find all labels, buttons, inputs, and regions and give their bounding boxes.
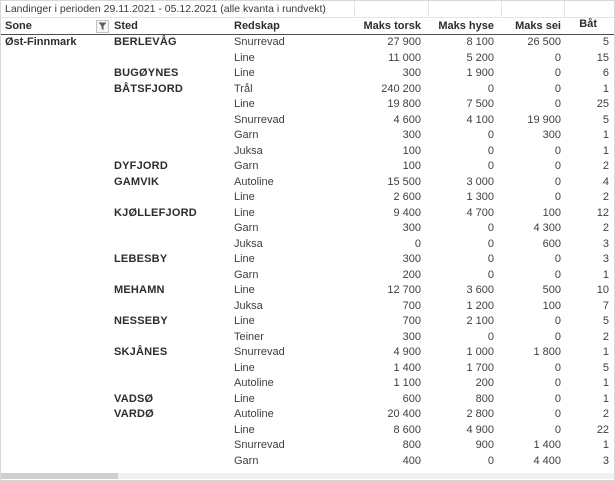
cell-maks-torsk: 8 600: [393, 423, 421, 436]
cell-sted: BÅTSFJORD: [114, 82, 184, 95]
column-header-row: [1, 18, 614, 35]
cell-maks-torsk: 12 700: [387, 284, 421, 296]
cell-sted: VARDØ: [114, 408, 154, 420]
cell-redskap: Autoline: [234, 377, 274, 389]
cell-maks-sei: 1 400: [533, 439, 561, 451]
table-row[interactable]: [1, 237, 614, 253]
cell-maks-torsk: 0: [414, 237, 421, 250]
cell-redskap: Line: [234, 253, 255, 265]
cell-redskap: Line: [234, 98, 255, 110]
cell-maks-sei: 0: [554, 191, 561, 203]
column-header-maks-sei[interactable]: Maks sei: [515, 20, 561, 32]
cell-sone: [1, 128, 111, 144]
cell-sted: VADSØ: [114, 392, 154, 405]
cell-maks-torsk: 4 900: [393, 346, 421, 358]
cell-sone: [1, 299, 111, 315]
cell-sted: [111, 144, 231, 160]
table-row[interactable]: [1, 454, 614, 470]
cell-maks-torsk: 700: [402, 315, 421, 327]
cell-sone: [1, 423, 111, 439]
cell-maks-sei: 0: [554, 392, 561, 405]
cell-redskap: Snurrevad: [234, 346, 285, 358]
cell-baat: 1: [602, 346, 609, 358]
cell-redskap: Line: [234, 284, 255, 296]
cell-sted: SKJÅNES: [114, 346, 168, 358]
cell-redskap: Snurrevad: [234, 439, 285, 451]
cell-redskap: Line: [234, 423, 255, 436]
table-row[interactable]: [1, 221, 614, 237]
table-row[interactable]: [1, 361, 614, 377]
cell-maks-hyse: 1 900: [466, 67, 494, 79]
table-row[interactable]: [1, 144, 614, 160]
cell-maks-sei: 0: [554, 98, 561, 110]
cell-sted: NESSEBY: [114, 315, 168, 327]
cell-redskap: Garn: [234, 222, 259, 234]
table-row[interactable]: [1, 330, 614, 346]
table-row[interactable]: [1, 252, 614, 268]
column-header-sted[interactable]: Sted: [114, 20, 138, 32]
cell-baat: 7: [602, 299, 609, 312]
cell-sted: [111, 97, 231, 113]
cell-redskap: Line: [234, 51, 255, 64]
table-row[interactable]: [1, 97, 614, 113]
cell-maks-sei: 0: [554, 408, 561, 420]
table-row[interactable]: [1, 82, 614, 98]
cell-maks-sei: 0: [554, 361, 561, 374]
table-body: [1, 35, 614, 469]
column-header-baat[interactable]: Båt: [579, 18, 597, 30]
cell-sone: Øst-Finnmark: [5, 36, 77, 48]
cell-redskap: Snurrevad: [234, 113, 285, 126]
cell-maks-torsk: 300: [402, 330, 421, 343]
cell-sone: [1, 97, 111, 113]
cell-redskap: Snurrevad: [234, 36, 285, 48]
cell-redskap: Autoline: [234, 175, 274, 188]
cell-maks-hyse: 4 100: [466, 113, 494, 126]
cell-redskap: Line: [234, 315, 255, 327]
cell-maks-sei: 0: [554, 315, 561, 327]
cell-sted: BERLEVÅG: [114, 36, 177, 48]
cell-sone: [1, 407, 111, 423]
title-spacer-cell-torsk: [354, 1, 428, 17]
cell-redskap: Line: [234, 392, 255, 405]
cell-maks-torsk: 9 400: [393, 206, 421, 219]
cell-redskap: Garn: [234, 129, 259, 141]
horizontal-scrollbar-thumb[interactable]: [1, 473, 118, 479]
title-spacer-cell-sei: [501, 1, 564, 17]
cell-sone: [1, 392, 111, 408]
cell-maks-hyse: 1 200: [466, 299, 494, 312]
cell-maks-torsk: 100: [402, 144, 421, 157]
cell-redskap: Garn: [234, 454, 259, 467]
cell-sted: BUGØYNES: [114, 67, 179, 79]
cell-maks-hyse: 900: [475, 439, 494, 451]
cell-redskap: Juksa: [234, 237, 263, 250]
cell-maks-torsk: 11 000: [388, 51, 421, 64]
cell-maks-hyse: 0: [487, 253, 494, 265]
cell-maks-torsk: 700: [402, 299, 421, 312]
cell-maks-hyse: 4 900: [466, 423, 494, 436]
table-row[interactable]: [1, 423, 614, 439]
cell-maks-hyse: 200: [475, 377, 494, 389]
table-row[interactable]: [1, 283, 614, 299]
cell-baat: 15: [596, 51, 609, 64]
cell-sted: [111, 361, 231, 377]
cell-maks-sei: 1 800: [533, 346, 561, 358]
column-header-redskap[interactable]: Redskap: [234, 20, 280, 32]
cell-redskap: Line: [234, 206, 255, 219]
cell-maks-hyse: 0: [487, 144, 494, 157]
cell-sted: [111, 299, 231, 315]
cell-maks-sei: 0: [554, 423, 561, 436]
cell-redskap: Line: [234, 67, 255, 79]
table-row[interactable]: [1, 51, 614, 67]
cell-sone: [1, 113, 111, 129]
cell-maks-torsk: 300: [402, 222, 421, 234]
column-header-maks-hyse[interactable]: Maks hyse: [438, 20, 494, 32]
cell-sted: KJØLLEFJORD: [114, 206, 197, 219]
cell-sted: [111, 51, 231, 67]
filter-icon[interactable]: [96, 20, 109, 33]
cell-maks-hyse: 0: [487, 222, 494, 234]
cell-sone: [1, 376, 111, 392]
cell-baat: 1: [602, 144, 609, 157]
title-spacer-cell-hyse: [428, 1, 501, 17]
cell-maks-sei: 0: [554, 268, 561, 281]
cell-sone: [1, 345, 111, 361]
cell-maks-torsk: 2 600: [393, 191, 421, 203]
cell-maks-hyse: 0: [487, 160, 494, 172]
cell-maks-sei: 0: [554, 175, 561, 188]
cell-sone: [1, 314, 111, 330]
cell-maks-sei: 0: [554, 144, 561, 157]
cell-sted: [111, 268, 231, 284]
cell-maks-sei: 19 900: [527, 113, 561, 126]
cell-baat: 2: [602, 160, 609, 172]
cell-baat: 2: [602, 222, 609, 234]
cell-sone: [1, 361, 111, 377]
cell-maks-sei: 0: [554, 253, 561, 265]
cell-maks-torsk: 400: [402, 454, 421, 467]
cell-maks-torsk: 4 600: [393, 113, 421, 126]
cell-sone: [1, 283, 111, 299]
cell-sted: [111, 128, 231, 144]
cell-sted: LEBESBY: [114, 253, 168, 265]
cell-baat: 25: [596, 98, 609, 110]
table-row[interactable]: [1, 438, 614, 454]
cell-baat: 1: [602, 268, 609, 281]
table-row[interactable]: [1, 175, 614, 191]
column-header-sone[interactable]: [1, 18, 111, 34]
cell-maks-sei: 0: [554, 51, 561, 64]
cell-maks-hyse: 8 100: [466, 36, 494, 48]
cell-sted: MEHAMN: [114, 284, 165, 296]
cell-maks-sei: 600: [542, 237, 561, 250]
cell-maks-hyse: 0: [487, 237, 494, 250]
cell-sted: [111, 423, 231, 439]
cell-sted: DYFJORD: [114, 160, 168, 172]
cell-sone: [1, 268, 111, 284]
cell-maks-sei: 4 400: [533, 454, 561, 467]
cell-baat: 2: [602, 191, 609, 203]
table-row[interactable]: [1, 206, 614, 222]
cell-sone: [1, 221, 111, 237]
table-row[interactable]: [1, 268, 614, 284]
cell-maks-torsk: 300: [402, 253, 421, 265]
table-row[interactable]: [1, 113, 614, 129]
cell-maks-sei: 0: [554, 160, 561, 172]
cell-sone: [1, 206, 111, 222]
cell-redskap: Trål: [234, 82, 253, 95]
cell-maks-sei: 0: [554, 67, 561, 79]
table-row[interactable]: [1, 376, 614, 392]
cell-maks-hyse: 0: [487, 330, 494, 343]
cell-maks-sei: 100: [542, 299, 561, 312]
cell-maks-hyse: 0: [487, 454, 494, 467]
cell-maks-hyse: 1 000: [466, 346, 494, 358]
column-header-maks-torsk[interactable]: Maks torsk: [363, 20, 421, 32]
table-row[interactable]: [1, 345, 614, 361]
cell-baat: 1: [602, 129, 609, 141]
cell-redskap: Teiner: [234, 330, 264, 343]
cell-sted: [111, 454, 231, 470]
cell-maks-torsk: 15 500: [387, 175, 421, 188]
cell-sted: GAMVIK: [114, 175, 160, 188]
cell-maks-sei: 26 500: [527, 36, 561, 48]
cell-sone: [1, 252, 111, 268]
table-row[interactable]: [1, 407, 614, 423]
cell-maks-hyse: 800: [475, 392, 494, 405]
cell-maks-hyse: 1 700: [466, 361, 494, 374]
cell-baat: 3: [602, 253, 609, 265]
cell-baat: 1: [602, 392, 609, 405]
cell-maks-torsk: 300: [402, 67, 421, 79]
cell-maks-sei: 100: [542, 206, 561, 219]
page-title: Landinger i perioden 29.11.2021 - 05.12.2021 (alle kvanta i rundvekt): [5, 3, 326, 15]
cell-baat: 1: [602, 82, 609, 95]
cell-maks-hyse: 3 000: [466, 175, 494, 188]
cell-baat: 3: [602, 237, 609, 250]
title-row: [1, 1, 614, 18]
cell-redskap: Line: [234, 361, 255, 374]
cell-redskap: Garn: [234, 160, 259, 172]
cell-maks-torsk: 600: [402, 392, 421, 405]
cell-sone: [1, 454, 111, 470]
cell-redskap: Line: [234, 191, 255, 203]
cell-redskap: Garn: [234, 268, 259, 281]
cell-maks-torsk: 20 400: [387, 408, 421, 420]
cell-sone: [1, 144, 111, 160]
cell-maks-sei: 0: [554, 82, 561, 95]
cell-sone: [1, 51, 111, 67]
table-row[interactable]: [1, 190, 614, 206]
cell-sone: [1, 82, 111, 98]
cell-baat: 22: [596, 423, 609, 436]
cell-maks-torsk: 200: [402, 268, 421, 281]
horizontal-scrollbar-track[interactable]: [1, 473, 614, 479]
cell-sone: [1, 438, 111, 454]
table-row[interactable]: [1, 392, 614, 408]
cell-maks-torsk: 240 200: [381, 82, 421, 95]
cell-maks-hyse: 4 700: [466, 206, 494, 219]
cell-sted: [111, 113, 231, 129]
table-row[interactable]: [1, 128, 614, 144]
cell-redskap: Autoline: [234, 408, 274, 420]
table-row[interactable]: [1, 299, 614, 315]
cell-maks-sei: 0: [554, 330, 561, 343]
cell-baat: 3: [602, 454, 609, 467]
cell-baat: 5: [602, 361, 609, 374]
cell-maks-hyse: 2 100: [466, 315, 494, 327]
cell-maks-torsk: 1 100: [393, 377, 421, 389]
cell-maks-torsk: 19 800: [387, 98, 421, 110]
cell-maks-hyse: 0: [487, 268, 494, 281]
cell-sone: [1, 66, 111, 82]
table-row[interactable]: [1, 35, 614, 51]
cell-maks-sei: 4 300: [533, 222, 561, 234]
cell-baat: 6: [602, 67, 609, 79]
cell-sted: [111, 221, 231, 237]
cell-maks-hyse: 3 600: [466, 284, 494, 296]
cell-sted: [111, 190, 231, 206]
cell-sted: [111, 376, 231, 392]
cell-sone: [1, 159, 111, 175]
cell-baat: 2: [602, 408, 609, 420]
cell-redskap: Juksa: [234, 299, 263, 312]
cell-sone: [1, 237, 111, 253]
cell-maks-hyse: 5 200: [466, 51, 494, 64]
cell-maks-sei: 500: [542, 284, 561, 296]
cell-sone: [1, 175, 111, 191]
cell-baat: 1: [602, 377, 609, 389]
table-row[interactable]: [1, 66, 614, 82]
table-row[interactable]: [1, 159, 614, 175]
cell-maks-torsk: 1 400: [393, 361, 421, 374]
cell-baat: 10: [596, 284, 609, 296]
title-spacer-cell-baat: [564, 1, 614, 17]
cell-maks-hyse: 2 800: [466, 408, 494, 420]
cell-baat: 5: [602, 113, 609, 126]
cell-sted: [111, 330, 231, 346]
cell-baat: 1: [602, 439, 609, 451]
cell-sted: [111, 438, 231, 454]
cell-maks-sei: 0: [554, 377, 561, 389]
cell-maks-hyse: 0: [487, 129, 494, 141]
cell-baat: 2: [602, 330, 609, 343]
cell-maks-hyse: 0: [487, 82, 494, 95]
cell-maks-hyse: 7 500: [466, 98, 494, 110]
cell-sone: [1, 190, 111, 206]
cell-baat: 5: [602, 36, 609, 48]
cell-redskap: Juksa: [234, 144, 263, 157]
cell-maks-hyse: 1 300: [466, 191, 494, 203]
cell-maks-sei: 300: [542, 129, 561, 141]
column-header-sone-label: Sone: [5, 20, 32, 32]
cell-baat: 4: [602, 175, 609, 188]
cell-maks-torsk: 100: [402, 160, 421, 172]
cell-maks-torsk: 27 900: [387, 36, 421, 48]
cell-baat: 5: [602, 315, 609, 327]
cell-maks-torsk: 800: [402, 439, 421, 451]
cell-baat: 12: [596, 206, 609, 219]
table-row[interactable]: [1, 314, 614, 330]
cell-sted: [111, 237, 231, 253]
cell-maks-torsk: 300: [402, 129, 421, 141]
cell-sone: [1, 330, 111, 346]
